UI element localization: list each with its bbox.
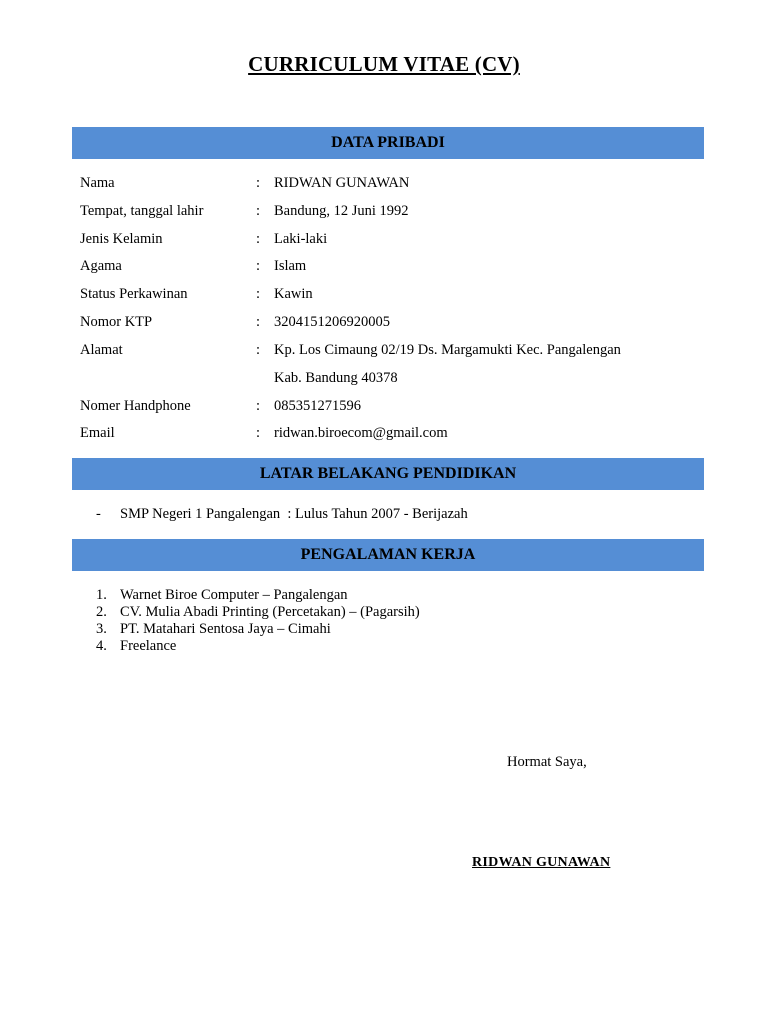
field-separator: :	[256, 314, 261, 330]
field-separator: :	[256, 231, 261, 247]
field-label: Email	[80, 425, 115, 441]
list-number: 2.	[96, 604, 107, 620]
field-value: 3204151206920005	[274, 314, 390, 330]
field-label: Nomer Handphone	[80, 398, 191, 414]
personal-row	[0, 282, 768, 306]
experience-text: PT. Matahari Sentosa Jaya – Cimahi	[120, 621, 331, 637]
field-value: Islam	[274, 258, 307, 274]
field-value: ridwan.biroecom@gmail.com	[274, 425, 448, 441]
personal-row	[0, 366, 768, 390]
field-label: Status Perkawinan	[80, 286, 188, 302]
experience-text: CV. Mulia Abadi Printing (Percetakan) – (Pagarsih)	[120, 604, 420, 620]
signature-name: RIDWAN GUNAWAN	[472, 855, 611, 870]
section-header-experience: PENGALAMAN KERJA	[72, 539, 704, 571]
field-separator: :	[256, 286, 261, 302]
field-value: Laki-laki	[274, 231, 328, 247]
field-value: 085351271596	[274, 398, 361, 414]
field-value: Kp. Los Cimaung 02/19 Ds. Margamukti Kec. Pangalengan	[274, 342, 621, 358]
field-label: Alamat	[80, 342, 123, 358]
personal-row	[0, 254, 768, 278]
list-number: 4.	[96, 638, 107, 654]
field-value: Bandung, 12 Juni 1992	[274, 203, 409, 219]
list-number: 3.	[96, 621, 107, 637]
field-label: Tempat, tanggal lahir	[80, 203, 204, 219]
experience-text: Freelance	[120, 638, 177, 654]
list-bullet: -	[96, 506, 101, 522]
field-separator: :	[256, 425, 261, 441]
personal-row	[0, 199, 768, 223]
field-label: Nama	[80, 175, 115, 191]
page-title: CURRICULUM VITAE (CV)	[248, 52, 520, 76]
field-value: Kab. Bandung 40378	[274, 370, 398, 386]
field-separator: :	[256, 258, 261, 274]
field-value: RIDWAN GUNAWAN	[274, 175, 410, 191]
closing-salutation: Hormat Saya,	[507, 754, 587, 770]
list-number: 1.	[96, 587, 107, 603]
education-text: SMP Negeri 1 Pangalengan : Lulus Tahun 2007 - Berijazah	[120, 506, 468, 522]
personal-row	[0, 171, 768, 195]
personal-row	[0, 227, 768, 251]
section-header-personal: DATA PRIBADI	[72, 127, 704, 159]
field-label: Nomor KTP	[80, 314, 153, 330]
field-label: Agama	[80, 258, 122, 274]
experience-text: Warnet Biroe Computer – Pangalengan	[120, 587, 348, 603]
section-header-education: LATAR BELAKANG PENDIDIKAN	[72, 458, 704, 490]
field-separator: :	[256, 342, 261, 358]
field-separator: :	[256, 175, 261, 191]
personal-row	[0, 421, 768, 445]
field-separator: :	[256, 398, 261, 414]
field-separator: :	[256, 203, 261, 219]
field-value: Kawin	[274, 286, 313, 302]
personal-row	[0, 310, 768, 334]
field-label: Jenis Kelamin	[80, 231, 163, 247]
personal-row	[0, 394, 768, 418]
personal-row	[0, 338, 768, 362]
